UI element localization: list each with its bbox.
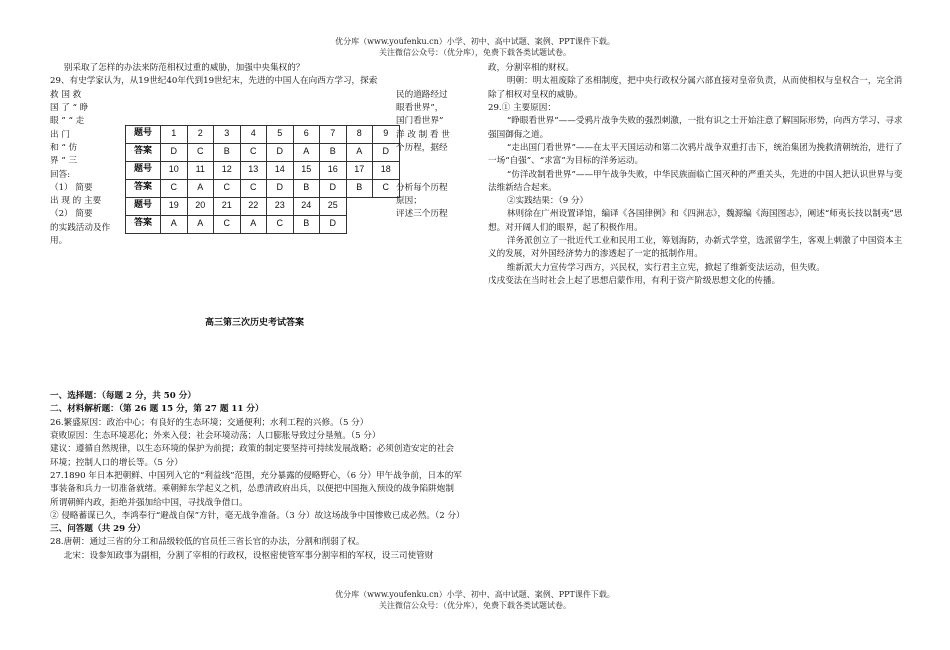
answer-cell: D <box>267 143 294 161</box>
answer-paragraph: “仿洋改制看世界”——甲午战争失败，中华民族面临亡国灭种的严重关头，先进的中国人把认识世界与变法维新结合起来。 <box>488 169 903 193</box>
row-label: 答案 <box>126 215 161 233</box>
question-number-cell: 20 <box>187 197 214 215</box>
answer-title: 高三第三次历史考试答案 <box>205 317 305 328</box>
question-number-cell: 13 <box>240 161 267 179</box>
question-number-cell: 25 <box>320 197 347 215</box>
answer-row <box>126 143 400 161</box>
question-29-right-text <box>396 89 460 235</box>
answer-cell: B <box>293 215 320 233</box>
answer-row <box>126 179 400 197</box>
answer-cell: D <box>161 143 188 161</box>
question-number-cell: 23 <box>267 197 294 215</box>
answer-paragraph: 建议：遵循自然规律，以生态环境的保护为前提；政策的制定要坚持可持续发展战略；必须创造安定的社会环境；控制人口的增长等。（5 分） <box>50 444 454 468</box>
question-29-right-line: 民的道路经过 <box>396 89 448 100</box>
answer-paragraph: “走出国门看世界”——在太平天国运动和第二次鸦片战争双重打击下，统治集团为挽救清朝统治，进行了一场“自强”、“求富”为目标的洋务运动。 <box>488 142 903 167</box>
answer-cell: C <box>187 143 214 161</box>
answer-cell: A <box>240 215 267 233</box>
answer-cell: D <box>373 143 400 161</box>
answer-cell: D <box>267 179 294 197</box>
answer-paragraph: 维新派大力宣传学习西方，兴民权，实行君主立宪，掀起了维新变法运动，但失败。 <box>506 262 825 273</box>
question-29-left-line: 救 国 救 <box>50 89 82 100</box>
answer-paragraph: 29.① 主要原因： <box>488 102 556 113</box>
question-number-cell: 5 <box>267 125 294 143</box>
question-29-left-line: （2） 简要 <box>50 209 93 220</box>
answer-cell: B <box>346 179 373 197</box>
question-29-left-line: 回答: <box>50 169 71 180</box>
row-label: 题号 <box>126 197 161 215</box>
answer-cell: A <box>187 215 214 233</box>
answer-table <box>125 125 400 234</box>
question-29-left-line: 的实践活动及作用。 <box>50 222 111 247</box>
question-number-cell: 11 <box>187 161 214 179</box>
question-number-cell: 10 <box>161 161 188 179</box>
answer-cell: C <box>373 179 400 197</box>
question-29-left-line: 眼 ” “ 走 <box>50 116 85 127</box>
question-number-cell: 7 <box>320 125 347 143</box>
question-29-right-line: 国门看世界” <box>396 116 444 127</box>
question-number-cell: 9 <box>373 125 400 143</box>
answer-cell: C <box>214 215 241 233</box>
right-column <box>488 62 908 288</box>
answer-cell: C <box>267 215 294 233</box>
answer-cell <box>346 215 373 233</box>
question-29-left-text <box>50 89 124 249</box>
question-number-cell: 8 <box>346 125 373 143</box>
answer-cell: C <box>214 179 241 197</box>
answer-cell: C <box>161 179 188 197</box>
page-footer <box>300 590 650 612</box>
question-number-cell: 3 <box>214 125 241 143</box>
question-29-left-line: 界 ” 三 <box>50 156 78 167</box>
question-29-right-line: 评述三个历程 <box>396 209 448 220</box>
question-29-left-line: 国 了 “ 睁 <box>50 102 89 113</box>
answer-cell: C <box>240 179 267 197</box>
answer-cell: D <box>320 215 347 233</box>
footer-line-2: 关注微信公众号：（优分库），免费下载各类试题试卷。 <box>379 600 571 610</box>
answer-paragraph: 政，分割宰相的财权。 <box>488 63 574 73</box>
answer-paragraph: 洋务派创立了一批近代工业和民用工业，筹划海防，办新式学堂，选派留学生，客观上刺激了中国资本主义的发展，对外国经济势力的渗透起了一定的抵制作用。 <box>488 236 903 260</box>
question-number-cell: 16 <box>320 161 347 179</box>
question-29-left-line: 出 门 <box>50 129 70 140</box>
question-number-row <box>126 197 400 215</box>
question-number-cell: 6 <box>293 125 320 143</box>
header-line-1: 优分库（www.youfenku.cn）小学、初中、高中试题、案例、PPT课件下载。 <box>335 37 615 46</box>
answer-cell: A <box>161 215 188 233</box>
section-heading: 二、材料解析题：（第 26 题 15 分，第 27 题 11 分） <box>50 404 264 415</box>
answer-paragraph: 明朝：明太祖废除了丞相制度，把中央行政权分属六部直接对皇帝负责，从而使相权与皇权合一，完全消除了相权对皇权的威胁。 <box>488 76 903 100</box>
row-label: 答案 <box>126 179 161 197</box>
question-29-left-line: （1） 简要 <box>50 182 93 193</box>
question-29-right-line: 洋 改 制 看 世 <box>396 129 450 140</box>
answer-paragraph: 衰败原因：生态环境恶化；外来入侵；社会环境动荡；人口膨胀导致过分垦殖。（5 分） <box>50 430 381 441</box>
question-number-cell: 4 <box>240 125 267 143</box>
question-28-tail: 别采取了怎样的办法来防范相权过重的威胁，加强中央集权的？ <box>63 63 305 73</box>
question-number-cell: 14 <box>267 161 294 179</box>
question-number-row <box>126 125 400 143</box>
answer-cell: B <box>293 179 320 197</box>
answer-paragraph: ② 侵略蓄谋已久，李鸿奉行“避战自保”方针，毫无战争准备。（3 分）故这场战争中国惨败已成必然。（2 分） <box>50 510 465 521</box>
answer-paragraph: 28.唐朝：通过三省的分工和品级较低的官员任三省长官的办法，分割和削弱了权。 <box>50 537 365 548</box>
answer-row <box>126 215 400 233</box>
answer-paragraph: 27.1890 年日本把朝鲜、中国列入它的“利益线”范围，充分暴露的侵略野心，（6 分）甲午战争前，日本的军事装备和兵力一切准备就绪。乘朝鲜东学起义之机，怂恿清政府出兵，以便把中国拖入预设的战争陷阱炮制所谓朝鲜内政，拒绝并强加给中国，寻找战争借口。 <box>50 470 462 508</box>
question-number-cell: 12 <box>214 161 241 179</box>
question-29-left-line: 出 现 的 主要 <box>50 196 102 207</box>
question-29-right-line <box>396 222 460 235</box>
question-number-cell: 17 <box>346 161 373 179</box>
footer-line-1: 优分库（www.youfenku.cn）小学、初中、高中试题、案例、PPT课件下载。 <box>335 590 615 599</box>
question-number-cell: 21 <box>214 197 241 215</box>
question-number-row <box>126 161 400 179</box>
question-29-stem: 29、有史学家认为，从19世纪40年代到19世纪末，先进的中国人在向西方学习，探索 <box>50 76 378 87</box>
answer-cell: B <box>214 143 241 161</box>
question-number-cell <box>346 197 373 215</box>
question-29-left-line: 和 “ 仿 <box>50 142 78 153</box>
page-header <box>300 37 650 59</box>
question-number-cell: 22 <box>240 197 267 215</box>
row-label: 题号 <box>126 161 161 179</box>
question-number-cell: 15 <box>293 161 320 179</box>
question-number-cell: 1 <box>161 125 188 143</box>
answer-key-left <box>50 390 465 563</box>
row-label: 答案 <box>126 143 161 161</box>
question-29-block <box>50 89 460 328</box>
section-heading: 三、问答题（共 29 分） <box>50 524 146 535</box>
question-29-right-line: 原因； <box>396 196 422 207</box>
question-29-right-line <box>396 169 460 182</box>
question-29-right-line: 眼看世界”， <box>396 102 444 113</box>
answer-cell: A <box>187 179 214 197</box>
section-heading: 一、选择题：（每题 2 分，共 50 分） <box>50 391 196 401</box>
question-number-cell: 18 <box>373 161 400 179</box>
row-label: 题号 <box>126 125 161 143</box>
answer-cell: B <box>320 143 347 161</box>
answer-cell: A <box>346 143 373 161</box>
answer-cell: D <box>320 179 347 197</box>
question-number-cell: 19 <box>161 197 188 215</box>
answer-cell: C <box>240 143 267 161</box>
answer-paragraph: 北宋：设参知政事为副相，分割了宰相的行政权，设枢密使管军事分割宰相的军权，设三司使管财 <box>63 550 434 561</box>
question-29-right-line: 分析每个历程 <box>396 182 448 193</box>
question-29-right-line: 个历程，据经 <box>396 142 448 153</box>
question-29-right-line <box>396 155 460 168</box>
question-number-cell: 24 <box>293 197 320 215</box>
question-number-cell: 2 <box>187 125 214 143</box>
answer-paragraph: 26.繁盛原因：政治中心；有良好的生态环境；交通便利；水利工程的兴修。（5 分） <box>50 417 369 428</box>
answer-paragraph: ②实践结果：（9 分） <box>506 196 589 207</box>
answer-paragraph: 戊戌变法在当时社会上起了思想启蒙作用，有利于资产阶级思想文化的传播。 <box>488 276 781 286</box>
answer-paragraph: 林则徐在广州设置译馆，编译《各国律例》和《四洲志》，魏源编《海国图志》，阐述“师夷长技以制夷”思想。对开阔人们的眼界，起了积极作用。 <box>488 209 903 233</box>
header-line-2: 关注微信公众号：（优分库），免费下载各类试题试卷。 <box>379 47 571 57</box>
left-column <box>50 62 460 328</box>
answer-paragraph: “睁眼看世界”——受鸦片战争失败的强烈刺激，一批有识之士开始注意了解国际形势，向西方学习、寻求强国御侮之道。 <box>488 116 903 140</box>
answer-cell: A <box>293 143 320 161</box>
